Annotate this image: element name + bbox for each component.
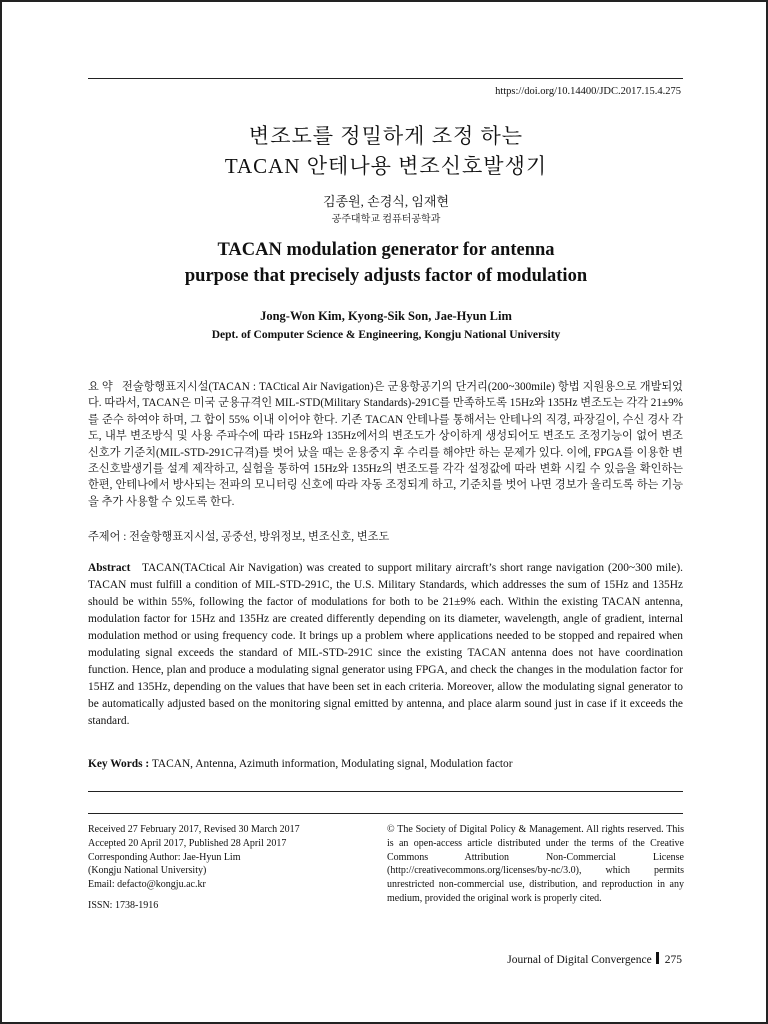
section-rule [88,791,683,792]
accepted-date: Accepted 20 April 2017, Published 28 April 2017 [88,837,287,849]
key-words-label: Key Words : [88,758,150,770]
korean-abstract-text: 전술항행표지시설(TACAN : TACtical Air Navigation)은 군용항공기의 단거리(200~300mile) 항법 지원용으로 개발되었다. 따라서, TACAN은 미국 군용규격인 MIL-STD(Military Standards)-291C를 만족하도록 15Hz와 135Hz 변조도는 각각 21±9%를 준수 하여야 하며, 그 합이 55% 이내 이어야 한다. 기존 TACAN 안테나를 통해서는 안테나의 직경, 파장길이, 수신 경사 각도, 내부 변조방식 및 사용 주파수에 따라 15Hz와 135Hz에서의 변조도가 상이하게 생성되어도 변조도 조정기능이 없어 변조신호가 기준치(MIL-STD-291C규격)를 벗어 났을 때는 운용중지 후 수리를 해야만 하는 문제가 있다. 이에, FPGA를 이용한 변조신호발생기를 설계 제작하고, 실험을 통하여 15Hz와 135Hz의 변조도를 각각 설정값에 따라 변화 시킬 수 있음을 확인하는 한편, 안테나에서 방사되는 전파의 모니터링 신호에 따라 자동 조정되게 하고, 기준치를 벗어 나면 경보가 울리도록 하는 기능을 추가 사용할 수 있도록 한다. [88,381,683,508]
page-number: 275 [664,954,682,966]
korean-authors: 김종원, 손경식, 임재현 [322,194,450,209]
korean-abstract [88,379,683,510]
received-date: Received 27 February 2017, Revised 30 March 2017 [88,824,300,835]
korean-abstract-label: 요 약 [88,381,113,393]
key-words-text: TACAN, Antenna, Azimuth information, Modulating signal, Modulation factor [151,758,513,770]
top-rule [88,78,683,79]
korean-keywords [88,529,683,545]
doi-link[interactable]: https://doi.org/10.14400/JDC.2017.15.4.275 [495,86,681,97]
abstract-label: Abstract [88,562,131,574]
korean-affiliation: 공주대학교 컴퓨터공학과 [331,214,441,225]
abstract-text: TACAN(TACtical Air Navigation) was created to support military aircraft’s short range navigation (200~300 mile). TACAN must fulfill a condition of MIL-STD-291C, the U.S. Military Standards, which addresses the sum of 15Hz and 135Hz should be within 55%, following the factor of modulations for both to be 21±9% each. Within the existing TACAN antenna, modulation factor for 15Hz and 135Hz are created differently depending on its diameter, wavelength, angle of gradient, internal modulation method or using frequency code. It brings up a problem where applications needed to be stopped and repaired when modulating signal exceeds the standard of MIL-STD-291C since the existing TACAN antenna does not have coordination function. Hence, plan and produce a modulating signal generator using FPGA, and check the changes in the modulation factor for 15HZ and 135Hz, depending on the values that have been set in each criteria. Moreover, allow the modulating signal generator to be automatically adjusted based on the monitoring signal emitted by antenna, and place alarm sound just in case if it exceeds the standard. [88,562,683,727]
english-abstract [88,560,683,730]
korean-title-line1: 변조도를 정밀하게 조정 하는 [248,124,524,148]
issn: ISSN: 1738-1916 [88,900,159,911]
english-authors: Jong-Won Kim, Kyong-Sik Son, Jae-Hyun Lim [260,309,512,323]
korean-keywords-label: 주제어 : [88,531,127,543]
separator-bar [656,952,659,964]
journal-name: Journal of Digital Convergence [507,954,652,966]
footnote-rule [88,813,683,814]
english-affiliation: Dept. of Computer Science & Engineering, Kongju National University [211,329,561,341]
copyright-notice: © The Society of Digital Policy & Management. All rights reserved. This is an open-access article distributed under the terms of the Creative Commons Attribution Non-Commercial License (http://creativecommons.org/licenses/by-nc/3.0), which permits unrestricted non-commercial use, distribution, and reproduction in any medium, provided the original work is properly cited. [387,824,684,904]
key-words [88,758,683,770]
korean-title-line2: TACAN 안테나용 변조신호발생기 [224,154,548,178]
footnote-left [88,823,378,892]
corresponding-author: Corresponding Author: Jae-Hyun Lim [88,851,241,863]
english-title-line1: TACAN modulation generator for antenna [217,240,555,260]
journal-footer [507,952,682,966]
korean-keywords-text: 전술항행표지시설, 공중선, 방위정보, 변조신호, 변조도 [129,531,390,543]
author-email[interactable]: Email: defacto@kongju.ac.kr [88,879,206,891]
author-institution: (Kongju National University) [88,865,207,877]
english-title-line2: purpose that precisely adjusts factor of modulation [184,266,588,286]
